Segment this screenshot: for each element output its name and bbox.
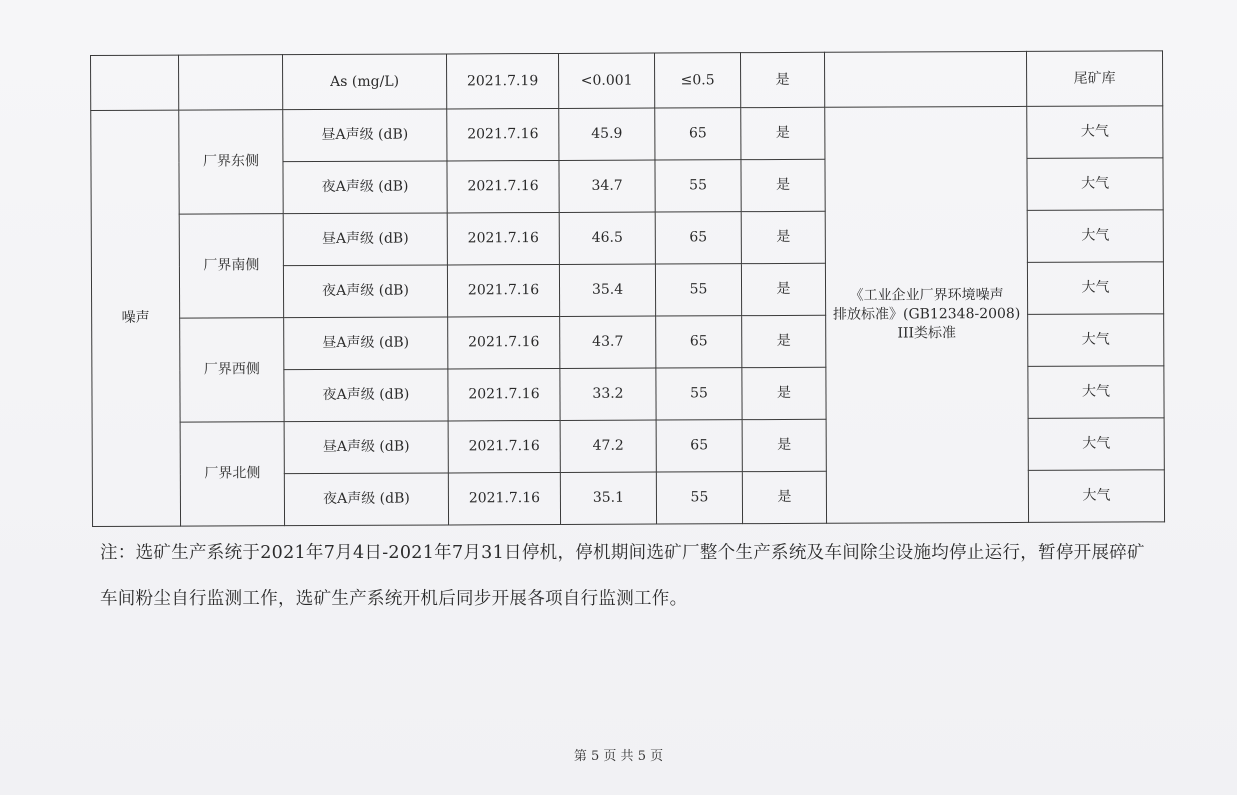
compliant-cell: 是 xyxy=(740,52,824,107)
date-cell: 2021.7.19 xyxy=(446,53,558,108)
remark-cell: 大气 xyxy=(1028,366,1164,419)
category-cell xyxy=(91,55,179,110)
item-cell: 昼A声级 (dB) xyxy=(283,213,447,266)
page-prefix: 第 xyxy=(573,749,587,764)
item-cell: 夜A声级 (dB) xyxy=(283,161,447,214)
limit-cell: 55 xyxy=(656,368,742,420)
result-cell: 43.7 xyxy=(560,316,656,368)
limit-cell: 55 xyxy=(655,264,741,316)
compliant-cell: 是 xyxy=(742,471,826,523)
table-row xyxy=(91,106,1163,163)
limit-cell: 55 xyxy=(656,472,742,524)
standard-line-1: 《工业企业厂界环境噪声 xyxy=(849,287,1004,304)
date-cell: 2021.7.16 xyxy=(447,264,559,316)
date-cell: 2021.7.16 xyxy=(447,108,559,160)
compliant-cell: 是 xyxy=(741,159,825,211)
compliant-cell: 是 xyxy=(742,367,826,419)
result-cell: 47.2 xyxy=(560,420,656,472)
location-cell: 厂界北侧 xyxy=(180,422,284,526)
location-cell: 厂界东侧 xyxy=(179,110,283,214)
location-cell: 厂界南侧 xyxy=(179,214,283,318)
remark-cell: 大气 xyxy=(1028,470,1164,523)
location-cell: 厂界西侧 xyxy=(180,318,284,422)
limit-cell: 65 xyxy=(656,420,742,472)
date-cell: 2021.7.16 xyxy=(447,160,559,212)
page-suffix: 页 xyxy=(650,749,664,764)
remark-cell: 大气 xyxy=(1028,314,1164,367)
limit-cell: ≤0.5 xyxy=(654,53,740,108)
remark-cell: 大气 xyxy=(1028,418,1164,471)
item-cell: 夜A声级 (dB) xyxy=(283,265,447,318)
remark-cell: 大气 xyxy=(1027,210,1163,263)
remark-cell: 尾矿库 xyxy=(1026,51,1162,107)
standard-cell xyxy=(824,51,1026,107)
remark-cell: 大气 xyxy=(1027,262,1163,315)
compliant-cell: 是 xyxy=(742,419,826,471)
compliant-cell: 是 xyxy=(742,315,826,367)
date-cell: 2021.7.16 xyxy=(448,368,560,420)
result-cell: 35.4 xyxy=(559,264,655,316)
limit-cell: 65 xyxy=(656,316,742,368)
result-cell: <0.001 xyxy=(558,53,654,108)
limit-cell: 55 xyxy=(655,160,741,212)
date-cell: 2021.7.16 xyxy=(448,472,560,524)
limit-cell: 65 xyxy=(655,108,741,160)
limit-cell: 65 xyxy=(655,212,741,264)
compliant-cell: 是 xyxy=(741,107,825,159)
table-footnote: 注：选矿生产系统于2021年7月4日-2021年7月31日停机，停机期间选矿厂整个生产系统及车间除尘设施均停止运行，暂停开展碎矿车间粉尘自行监测工作，选矿生产系统开机后同步开展各项自行监测工作。 xyxy=(100,543,1145,609)
standard-line-2: 排放标准》(GB12348-2008) xyxy=(832,305,1021,323)
page-mid: 页 共 xyxy=(603,749,634,764)
remark-cell: 大气 xyxy=(1027,106,1163,159)
item-cell: 昼A声级 (dB) xyxy=(284,317,448,370)
noise-standard-cell xyxy=(825,106,1029,523)
page-total: 5 xyxy=(637,749,646,764)
date-cell: 2021.7.16 xyxy=(447,212,559,264)
table-row xyxy=(91,51,1163,111)
compliant-cell: 是 xyxy=(741,211,825,263)
item-cell: 昼A声级 (dB) xyxy=(283,109,447,162)
result-cell: 33.2 xyxy=(560,368,656,420)
noise-category-cell: 噪声 xyxy=(91,110,181,526)
result-cell: 35.1 xyxy=(560,472,656,524)
monitoring-results-table xyxy=(90,50,1165,527)
item-cell: 夜A声级 (dB) xyxy=(284,473,448,526)
result-cell: 46.5 xyxy=(559,212,655,264)
item-cell: 昼A声级 (dB) xyxy=(284,421,448,474)
page-current: 5 xyxy=(591,749,600,764)
date-cell: 2021.7.16 xyxy=(448,420,560,472)
location-cell xyxy=(179,55,283,110)
page-number xyxy=(0,745,1237,764)
result-cell: 45.9 xyxy=(559,108,655,160)
remark-cell: 大气 xyxy=(1027,158,1163,211)
compliant-cell: 是 xyxy=(741,263,825,315)
item-cell: As (mg/L) xyxy=(283,54,447,110)
date-cell: 2021.7.16 xyxy=(448,316,560,368)
result-cell: 34.7 xyxy=(559,160,655,212)
item-cell: 夜A声级 (dB) xyxy=(284,369,448,422)
standard-line-3: III类标准 xyxy=(897,325,957,342)
